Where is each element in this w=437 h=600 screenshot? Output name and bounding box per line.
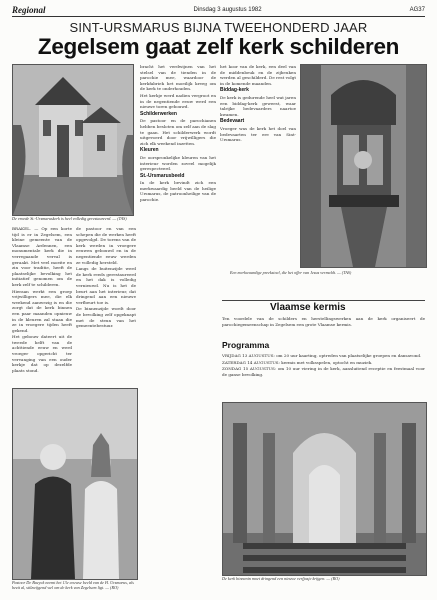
subheading: Bedevaart — [220, 118, 245, 125]
church-photo — [12, 64, 134, 216]
pastor-caption: Pastoor De Baeyck neemt het 13e eeuwse beeld van de H. Ursmarus, als bezit al, stilzwijgend wel om de kerk van Zegelsem ligt. — (RO) — [12, 580, 134, 590]
program-title: Programma — [222, 340, 270, 350]
kermis-title: Vlaamse kermis — [270, 302, 346, 313]
paragraph: In de kerk bevindt zich een merkwaardig beeld van de heilige Ursmarus, de patroonheilige van de parochie. — [140, 180, 216, 203]
kicker: SINT-URSMARUS BIJNA TWEEHONDERD JAAR — [69, 20, 368, 35]
paragraph: BRAKEL. — Op een korte tijd is er in Zegelsem, een kleine gemeente van de Vlaamse Ardennen, een monumentale kerk die in verregaande verval is geraakt. Met veel moeite en zin voor traditie, heeft de plaatselijke bevolking het initiatief genomen om de kerk zelf te schilderen. — [12, 226, 72, 287]
subheading: Biddag-kerk — [220, 87, 249, 94]
interior-photo — [300, 64, 427, 268]
page-number: AG37 — [409, 7, 425, 13]
pulpit-illustration — [301, 65, 426, 267]
program-item: VRIJDAG 13 AUGUSTUS: om 20 uur kaarting, optreden van plaatselijke groepen en dansavond. — [222, 353, 422, 358]
church-caption: De vroede St.-Ursmaruskerk is heel volledig gerestaureerd. — (TAS) — [12, 216, 127, 221]
kermis-box-top-rule — [222, 300, 425, 301]
section-name: Regional — [12, 5, 46, 15]
paragraph: De binnenzijde wordt door de bevolking zelf opgeknapt met de steun van het gemeentebestuur. — [76, 306, 136, 329]
nave-illustration — [223, 403, 426, 575]
article-column-3 — [140, 64, 216, 576]
paragraph: De kerk is gedurende heel wat jaren een biddag-kerk geweest, waar talrijke bedevaarders naartoe kwamen. — [220, 94, 296, 117]
issue-date: Dinsdag 3 augustus 1982 — [193, 7, 262, 13]
paragraph: Het gebouw dateert uit de tweede helft van de achttiende eeuw en werd vroeger opgericht ter vervanging van een ouder kerkje dat op dezelfde plaats stond. — [12, 334, 72, 373]
article-column-2 — [76, 226, 136, 382]
church-illustration — [13, 65, 133, 215]
program-list — [222, 353, 425, 399]
subheading: Schilderwerken — [140, 110, 177, 117]
pastor-illustration — [13, 389, 137, 579]
pastor-photo — [12, 388, 138, 580]
kermis-intro: Ten voordele van de schilders en herstellingswerken aan de kerk organiseert de parochiegemeenschap in Zegelsem een grote Vlaamse kermis. — [222, 316, 425, 327]
paragraph: de pastoor en van een schepen die de werken heeft opgevolgd. De torens van de kerk werden in vroegere eeuwen gebouwd en in de negentiende eeuw werden ze volledig hersteld. — [76, 226, 136, 265]
article-column-1 — [12, 226, 72, 382]
article-column-4 — [220, 64, 296, 264]
subheading: St.-Ursmarusbeeld — [140, 172, 185, 179]
paragraph: Het kerkje werd nadien vergroot en in de negentiende eeuw werd een nieuwe toren gebouwd. — [140, 92, 216, 110]
headline: Zegelsem gaat zelf kerk schilderen — [37, 34, 400, 59]
masthead — [12, 4, 425, 17]
paragraph: De oorspronkelijke kleuren van het interieur worden zoveel mogelijk gerespecteerd. — [140, 154, 216, 172]
paragraph: Vroeger was de kerk het doel van bedevaarten ter ere van Sint-Ursmarus. — [220, 125, 296, 143]
paragraph: bracht het verdwijnen van het stelsel van de tienden in de parochie mee, waardoor de kerkfabriek het moeilijk kreeg om de kerk te onderhouden. — [140, 64, 216, 92]
paragraph: Hieraan werkt een groep vrijwilligers mee, die elk weekend aanwezig is en die zorgt dat de kerk binnen een paar maanden opnieuw in de kleuren zal staan die ze in vroegere tijden heeft gekend. — [12, 288, 72, 333]
subheading: Kleuren — [140, 147, 159, 154]
paragraph: De pastoor en de parochianen hebben besloten om zelf aan de slag te gaan. Het schilderwerk wordt uitgevoerd door vrijwilligers die zich elk weekend inzetten. — [140, 118, 216, 146]
program-item: ZONDAG 15 AUGUSTUS: om 10 uur viering in de kerk, aansluitend receptie en feestmaal voor de ganse bevolking. — [222, 366, 425, 377]
interior-caption: Een merkwaardige preekstoel, die het offer van Jezus vermeldt. — (TAS) — [230, 270, 352, 275]
program-item: ZATERDAG 14 AUGUSTUS: kermis met volksspelen, optocht en muziek. — [222, 359, 373, 365]
nave-photo — [222, 402, 427, 576]
nave-caption: De kerk binnenin moet dringend een nieuwe verfjasje krijgen. — (RO) — [222, 576, 340, 581]
paragraph: Langs de buitenzijde werd de kerk reeds gerestaureerd en het dak is volledig vernieuwd. Nu is het de beurt aan het interieur, dat dringend aan een nieuwe verfbeurt toe is. — [76, 266, 136, 305]
paragraph: het koor van de kerk, een deel van de middenbeuk en de zijbeuken werden al geschilderd. De rest volgt in de komende maanden. — [220, 64, 296, 86]
